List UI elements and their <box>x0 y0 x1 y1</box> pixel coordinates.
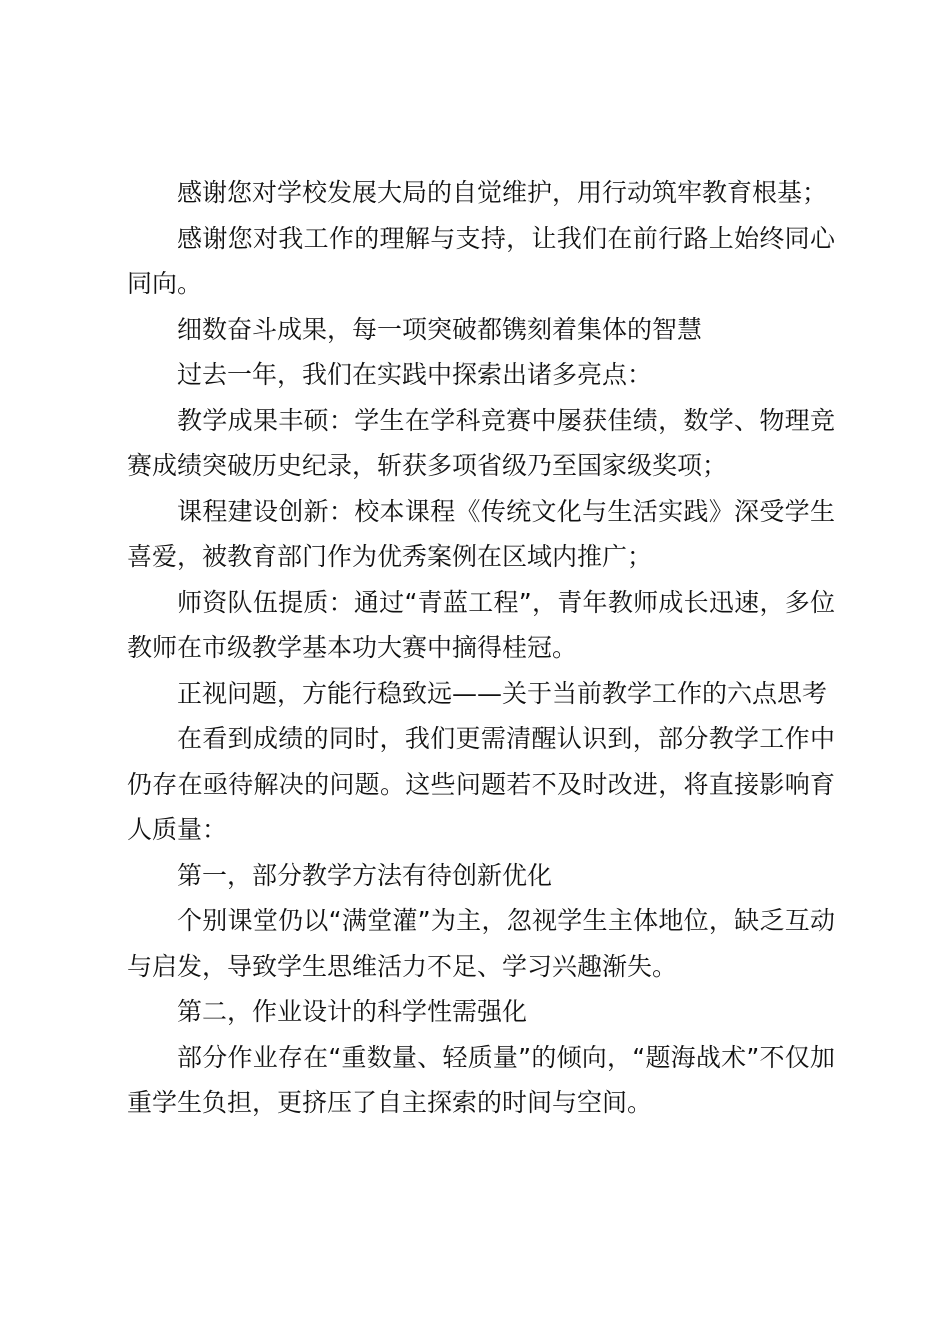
point-heading-second: 第二，作业设计的科学性需强化 <box>177 997 528 1026</box>
paragraph-thanks-school: 感谢您对学校发展大局的自觉维护，用行动筑牢教育根基； <box>177 178 828 207</box>
paragraph-thanks-support: 感谢您对我工作的理解与支持，让我们在前行路上始终同心同向。 <box>127 223 835 298</box>
point-heading-first: 第一，部分教学方法有待创新优化 <box>177 860 553 890</box>
section-heading-achievements: 细数奋斗成果，每一项突破都镌刻着集体的智慧 <box>177 314 703 344</box>
document-body <box>127 170 835 1126</box>
paragraph-teacher-quality: 师资队伍提质：通过“青蓝工程”，青年教师成长迅速，多位教师在市级教学基本功大赛中摘得桂冠。 <box>127 587 835 662</box>
paragraph-curriculum-innovation: 课程建设创新：校本课程《传统文化与生活实践》深受学生喜爱，被教育部门作为优秀案例在区域内推广； <box>127 496 835 571</box>
paragraph-highlights-intro: 过去一年，我们在实践中探索出诸多亮点： <box>177 360 653 389</box>
paragraph-problems-intro: 在看到成绩的同时，我们更需清醒认识到，部分教学工作中仍存在亟待解决的问题。这些问题若不及时改进，将直接影响育人质量： <box>127 724 835 844</box>
paragraph-second-detail: 部分作业存在“重数量、轻质量”的倾向，“题海战术”不仅加重学生负担，更挤压了自主探索的时间与空间。 <box>127 1042 835 1117</box>
paragraph-first-detail: 个别课堂仍以“满堂灌”为主，忽视学生主体地位，缺乏互动与启发，导致学生思维活力不足、学习兴趣渐失。 <box>127 906 835 981</box>
section-heading-problems: 正视问题，方能行稳致远——关于当前教学工作的六点思考 <box>177 678 828 708</box>
paragraph-teaching-results: 教学成果丰硕：学生在学科竞赛中屡获佳绩，数学、物理竞赛成绩突破历史纪录，斩获多项省级乃至国家级奖项； <box>127 405 835 480</box>
